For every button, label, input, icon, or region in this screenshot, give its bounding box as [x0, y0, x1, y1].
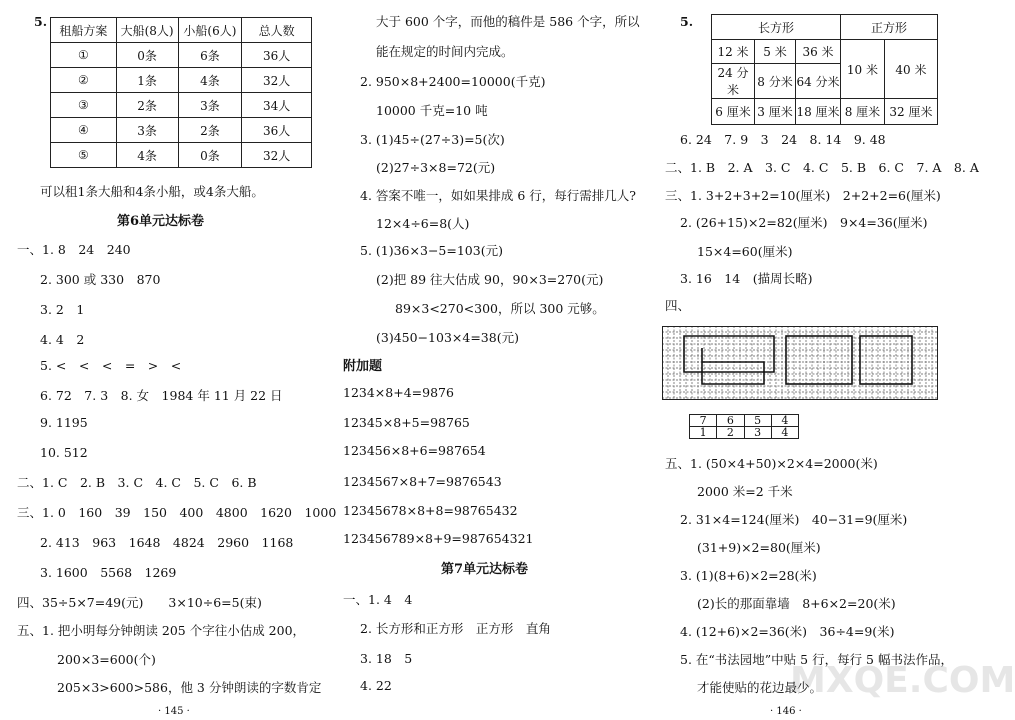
table-cell: 3	[744, 427, 771, 439]
table-cell: 3条	[116, 118, 178, 143]
answer-line: 6. 72 7. 3 8. 女 1984 年 11 月 22 日	[40, 388, 283, 403]
table-cell: ④	[51, 118, 117, 143]
unit6-title: 第6单元达标卷	[117, 214, 205, 229]
table-cell: 2条	[116, 93, 178, 118]
answer-line: 二、1. C 2. B 3. C 4. C 5. C 6. B	[17, 475, 257, 490]
table-cell: 36人	[242, 118, 312, 143]
table-cell: 6条	[178, 43, 242, 68]
equation-line: 123456789×8+9=987654321	[343, 531, 534, 546]
answer-line: 5. (1)36×3−5=103(元)	[360, 243, 503, 258]
page-number-right: · 146 ·	[770, 706, 802, 717]
table-cell: 3条	[178, 93, 242, 118]
answer-line: 二、1. B 2. A 3. C 4. C 5. B 6. C 7. A 8. A	[665, 160, 979, 175]
table-cell: 7	[690, 415, 717, 427]
table-cell: 1	[690, 427, 717, 439]
square-figure-2	[860, 336, 912, 384]
answer-line: 才能使贴的花边最少。	[697, 680, 823, 695]
table-cell: 18 厘米	[796, 99, 841, 125]
question-5-label: 5.	[34, 14, 48, 29]
answer-line: 一、1. 4 4	[343, 592, 413, 607]
table-cell: 5 米	[755, 40, 796, 64]
table-cell: 4	[771, 427, 798, 439]
answer-line: 2. 长方形和正方形 正方形 直角	[360, 621, 551, 636]
table-cell: 4	[771, 415, 798, 427]
table-cell: 32人	[242, 143, 312, 168]
answer-line: 12×4÷6=8(人)	[376, 216, 470, 231]
answer-line: 3. (1)45÷(27÷3)=5(次)	[360, 132, 505, 147]
table-cell: 32 厘米	[884, 99, 937, 125]
number-pair-table	[689, 414, 799, 439]
answer-line: 3. 1600 5568 1269	[40, 565, 177, 580]
overlapping-rectangles-figure	[684, 336, 774, 384]
boat-rental-table	[50, 17, 312, 168]
table-cell: 24 分米	[712, 64, 755, 99]
table-cell: ①	[51, 43, 117, 68]
page-number-left: · 145 ·	[158, 706, 190, 717]
answer-line: (3)450−103×4=38(元)	[376, 330, 519, 345]
answer-line: 2. 950×8+2400=10000(千克)	[360, 74, 546, 89]
answer-line: 4. 4 2	[40, 332, 85, 347]
answer-line: 四、	[665, 298, 691, 313]
table-cell: 40 米	[884, 40, 937, 99]
table-cell: ③	[51, 93, 117, 118]
question-5-label-right: 5.	[680, 14, 694, 29]
table-cell: 64 分米	[796, 64, 841, 99]
table-cell: 4条	[116, 143, 178, 168]
answer-line: 一、1. 8 24 240	[17, 242, 131, 257]
rect-square-table	[711, 14, 938, 125]
table-cell: 4条	[178, 68, 242, 93]
answer-line: 4. (12+6)×2=36(米) 36÷4=9(米)	[680, 624, 895, 639]
equation-line: 12345×8+5=98765	[343, 415, 470, 430]
answer-line: 大于 600 个字，而他的稿件是 586 个字，所以	[376, 14, 640, 29]
table-cell: 6	[717, 415, 744, 427]
answer-line: (2)27÷3×8=72(元)	[376, 160, 496, 175]
table-header: 租船方案	[51, 18, 117, 43]
table-cell: ⑤	[51, 143, 117, 168]
table-cell: 3 厘米	[755, 99, 796, 125]
answer-line: 2. 31×4=124(厘米) 40−31=9(厘米)	[680, 512, 908, 527]
answer-line: 2. (26+15)×2=82(厘米) 9×4=36(厘米)	[680, 215, 928, 230]
table-cell: 5	[744, 415, 771, 427]
table-header: 小船(6人)	[178, 18, 242, 43]
table-cell: 2条	[178, 118, 242, 143]
equation-line: 1234567×8+7=9876543	[343, 474, 502, 489]
square-header: 正方形	[841, 15, 938, 40]
answer-line: 4. 22	[360, 678, 392, 693]
answer-line: 10000 千克=10 吨	[376, 103, 488, 118]
table-cell: ②	[51, 68, 117, 93]
answer-line: 4. 答案不唯一，如如果排成 6 行，每行需排几人?	[360, 188, 637, 203]
answer-line: 2000 米=2 千米	[697, 484, 793, 499]
table-cell: 36人	[242, 43, 312, 68]
watermark-text: MXQE.COM	[790, 660, 1015, 701]
answer-line: 能在规定的时间内完成。	[376, 44, 514, 59]
table-cell: 8 厘米	[841, 99, 885, 125]
equation-line: 1234×8+4=9876	[343, 385, 454, 400]
answer-line: (2)把 89 往大估成 90，90×3=270(元)	[376, 272, 604, 287]
answer-line: 3. 2 1	[40, 302, 85, 317]
conclusion-text: 可以租1条大船和4条小船，或4条大船。	[40, 184, 264, 199]
answer-line: 10. 512	[40, 445, 88, 460]
answer-line: 五、1. (50×4+50)×2×4=2000(米)	[665, 456, 878, 471]
answer-line: 3. (1)(8+6)×2=28(米)	[680, 568, 817, 583]
answer-line: 205×3>600>586，他 3 分钟朗读的字数肯定	[57, 680, 322, 695]
table-cell: 6 厘米	[712, 99, 755, 125]
answer-line: 89×3<270<300，所以 300 元够。	[395, 301, 605, 316]
answer-line: 200×3=600(个)	[57, 652, 156, 667]
answer-line: 2. 300 或 330 870	[40, 272, 161, 287]
answer-line: 2. 413 963 1648 4824 2960 1168	[40, 535, 294, 550]
answer-line: 5. < < < = > <	[40, 358, 182, 373]
table-cell: 34人	[242, 93, 312, 118]
table-cell: 32人	[242, 68, 312, 93]
table-header: 总人数	[242, 18, 312, 43]
table-cell: 10 米	[841, 40, 885, 99]
unit7-title: 第7单元达标卷	[441, 562, 529, 577]
answer-line: 三、1. 3+2+3+2=10(厘米) 2+2+2=6(厘米)	[665, 188, 941, 203]
equation-line: 123456×8+6=987654	[343, 443, 486, 458]
extra-questions-title: 附加题	[343, 359, 383, 374]
grid-diagram	[662, 326, 938, 400]
table-cell: 36 米	[796, 40, 841, 64]
answer-line: 6. 24 7. 9 3 24 8. 14 9. 48	[680, 132, 886, 147]
table-cell: 12 米	[712, 40, 755, 64]
answer-line: 3. 18 5	[360, 651, 413, 666]
answer-line: (31+9)×2=80(厘米)	[697, 540, 821, 555]
table-cell: 0条	[178, 143, 242, 168]
table-cell: 0条	[116, 43, 178, 68]
table-cell: 2	[717, 427, 744, 439]
answer-line: 五、1. 把小明每分钟朗读 205 个字往小估成 200，	[17, 623, 306, 638]
answer-line: 四、35÷5×7=49(元) 3×10÷6=5(束)	[17, 595, 262, 610]
answer-line: 三、1. 0 160 39 150 400 4800 1620 1000	[17, 505, 337, 520]
table-header: 大船(8人)	[116, 18, 178, 43]
table-cell: 8 分米	[755, 64, 796, 99]
answer-line: (2)长的那面靠墙 8+6×2=20(米)	[697, 596, 896, 611]
rect-header: 长方形	[712, 15, 841, 40]
table-cell: 1条	[116, 68, 178, 93]
answer-line: 5. 在“书法园地”中贴 5 行，每行 5 幅书法作品，	[680, 652, 953, 667]
answer-line: 9. 1195	[40, 415, 88, 430]
answer-line: 3. 16 14 (描周长略)	[680, 271, 813, 286]
answer-line: 15×4=60(厘米)	[697, 244, 793, 259]
equation-line: 12345678×8+8=98765432	[343, 503, 518, 518]
